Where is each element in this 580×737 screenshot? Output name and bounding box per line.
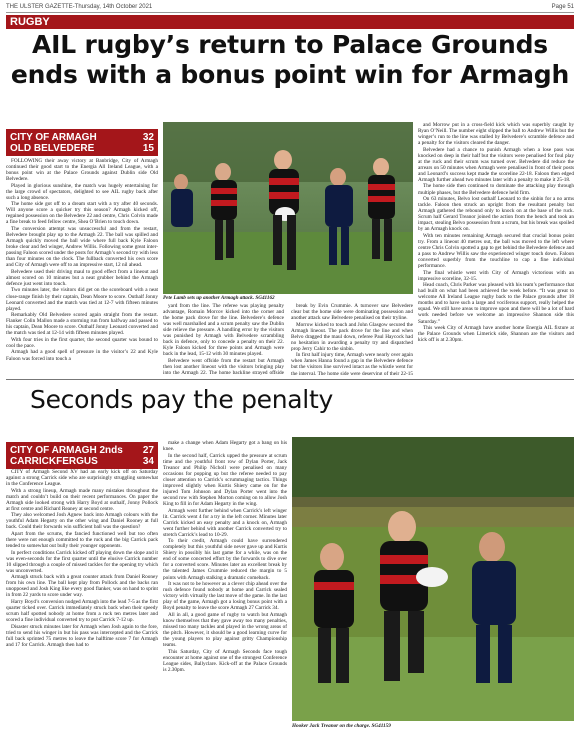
main-headline: AIL rugby’s return to Palace Grounds ends with a bonus point win for Armagh — [10, 30, 570, 89]
article-paragraph: In the second half, Carrick upped the pressure at scrum time and the youthful front row of Dylan Porter, Jack Treanor and Philip Nicholl were penalised on many occasions for popping up but the referee needed to pay closer attention to Carrick’s scrummaging tactics. Things improved slightly when Kurtis Shiery came on for the injured Tom Johnson and Dylan Porter went into the second row with Stephen Morton coming on to allow Josh King to fill in for Adam Hegarty in the wing. — [163, 452, 287, 507]
article-paragraph: Morrow kicked to touch and John Glasgow secured the Armagh lineout. The pack drove for the line and when Belvo dragged the maul down, referee Paul Haycock had no hesitation in awarding a penalty try and dispatched prop Jerry Cahir to the sinbin. — [291, 321, 413, 352]
article-paragraph: In first half injury time, Armagh were nearly over again when James Hanna found a gap in the Belvedere defence but the visitors line survived intact as the whistle went for the interval. The home side were deserving of their 22-15 — [291, 352, 413, 375]
article-paragraph: The home side then continued to dominate the attacking play through multiple phases, but the Belvedere defence held firm. — [418, 183, 574, 196]
article-paragraph: They also welcomed Josh Agnew back into Armagh colours with the youthful Adam Hegarty on the other wing and Daniel Rooney at full back. Could their forwards win sufficient ball was the question? — [6, 512, 158, 531]
photo-hooker-charge-image — [292, 437, 574, 721]
story2-headline: Seconds pay the penalty — [30, 385, 333, 414]
story1-column-1 — [6, 158, 158, 374]
article-paragraph: Remarkably Old Belvedere scored again straight from the restart. Flanker Colin Mallon made a storming run from halfway and passed to his captain, Dean Moore to score. Outhalf Jonny Leonard converted and the match was tied at 12-14 with fifteen minutes played. — [6, 312, 158, 337]
article-paragraph: In perfect conditions Carrick kicked off playing down the slope and it was even-seconds for the first quarter until the elusive Carrick number 10 slipped through a couple of missed tackles for the opening try which was unconverted. — [6, 549, 158, 574]
page-header — [6, 2, 574, 12]
article-paragraph: This week City of Armagh have another home Energia AIL fixture at the Palace Grounds when Limerick side, Shannon are the visitors and kick off is at 2.30pm. — [418, 325, 574, 344]
article-paragraph: This Saturday, City of Armagh Seconds face tough encounter at home against one of the strongest Conference League sides, Ballyclare. Kick-off at the Palace Grounds is 2.30pm. — [163, 648, 287, 673]
article-paragraph: FOLLOWING their away victory at Banbridge, City of Armagh continued their good start to the Energia All Ireland League, with a bonus point win at the Palace Grounds against Dublin side Old Belvedere. — [6, 158, 158, 183]
article-paragraph: Played in glorious sunshine, the match was hugely entertaining for the large crowd of spectators, delighted to see AIL rugby back after such a long absence. — [6, 182, 158, 201]
article-paragraph: With ten minutes remaining Armagh secured that crucial bonus point try. From a lineout 40 metres out, the ball was moved to the left where centre Chris Colvin spotted a gap to get behind the Belvedere defence and a pass to Andrew Willis saw the experienced winger touch down. Faloon converted superbly from the touchline to cap a fine individual performance. — [418, 232, 574, 270]
article-paragraph: Belvedere went offside from the restart but Armagh then lost another lineout with the visitors bringing play into the Armagh 22. The home backline strayed offside — [163, 357, 284, 375]
photo1-caption: Pete Lamb sets up another Armagh attack. SG41162 — [163, 295, 275, 301]
story1-column-2 — [163, 303, 284, 375]
article-paragraph: To their credit, Armagh could have surrendered completely but this youthful side never gave up and Kurtis Shiery in possibly his last game for a while, was on the end of some concerted effort by the forwards to dive over for a converted score. Minutes later an excellent break by the talented James Crummie reduced the margin to 5 points with Armagh stalking a dramatic comeback. — [163, 538, 287, 581]
scorebox-story1 — [6, 129, 158, 156]
section-label: RUGBY — [10, 16, 50, 28]
header-rule — [6, 12, 574, 13]
article-paragraph: make a change when Adam Hegarty got a bang on his knee. — [163, 440, 287, 453]
scorebox-story2 — [6, 442, 158, 469]
article-paragraph: Armagh struck back with a great counter attack from Daniel Rooney from his own line. The ball kept play from Pollock and the backs ran unopposed and Josh King like every good flanker, was on hand to sprint in from 22 yards to score under way. — [6, 574, 158, 599]
team2-score: 15 — [142, 143, 154, 154]
article-paragraph: CITY of Armagh Second XV had an early kick off on Saturday against a strong Carrick side who are surprisingly struggling somewhat in the Conference League. — [6, 469, 158, 488]
photo-rugby-attack-image — [163, 122, 413, 294]
article-paragraph: and Morrow put in a cross-field kick which was superbly caught by Ryan O’Neill. The number eight slipped the ball to Andrew Willis but the winger’s run to the line was stalled by Belvedere’s scramble defence and a penalty for the visitors cleared the danger. — [418, 122, 574, 147]
article-paragraph: It was not to be however as a clever chip ahead over the rush defence found nobody at home and Carrick sealed victory with virtually the last move of the game. In the last play of the game, Armagh got a losing bonus point with a Boyd penalty to leave the score Armagh 27 Carrick 34. — [163, 581, 287, 612]
team1-score: 32 — [142, 132, 154, 143]
article-paragraph: All in all, a good game of rugby to watch but Armagh know themselves that they gave away too many penalties, missed too many tackles and played in the wrong areas of the pitch. However, it should be a good learning curve for the young players to play against gritty Championship teams. — [163, 611, 287, 649]
article-paragraph: Belvedere used their driving maul to good effect from a lineout and almost scored on 10 minutes but a neat grubber behind the Armagh defence just went into touch. — [6, 268, 158, 287]
team1-name: CITY OF ARMAGH — [10, 132, 97, 143]
article-paragraph: Disaster struck minutes later for Armagh when Josh again to the fore, tried to send his winger in but his pass was intercepted and the Carrick full back sprinted 75 metres to leave the halftime score 7 for Armagh and 17 for Carrick. Armagh then had to — [6, 623, 158, 648]
section-bar — [6, 15, 574, 29]
photo2-caption: Hooker Jack Treanor on the charge. SG41159 — [292, 723, 391, 729]
article-paragraph: With four tries in the first quarter, the second quarter was bound to cool the pace. — [6, 336, 158, 349]
story-divider — [6, 379, 574, 380]
article-paragraph: The conversion attempt was unsuccessful and from the restart, Belvedere brought play up to the Armagh 22. The ball was spilled and Armagh quickly moved the ball wide where full back Kyle Faloon broke clear and fed winger, Andrew Willis. Following some great inter-passing Faloon scored under the posts for Armagh’s second try with less than four minutes on the clock. The fullback converted his own score and City of Armagh were off to an impressive start, 12 nil ahead. — [6, 226, 158, 269]
page-number: Page 51 — [551, 4, 574, 10]
article-paragraph: Harry Boyd’s conversion nudged Armagh into the lead 7-5 as the first quarter ticked over. Carrick immediately struck back when their speedy scrum half spotted nobody at home from a ruck ten metres later and scored a fine individual converted try to put Carrick 7-12 up. — [6, 598, 158, 624]
photo-rugby-attack — [163, 122, 413, 294]
article-paragraph: break by Evin Crummie. A turnover saw Belvedere clear but the home side were dominating possession and another attack saw Belvedere penalised on their tryline. — [291, 303, 413, 322]
team1-name: CITY OF ARMAGH 2nds — [10, 445, 123, 456]
article-paragraph: The home side got off to a dream start with a try after 40 seconds. Will anyone score a quicker try this season? Armagh kicked off, regained possession on the Belvedere 22 and centre, Chris Colvin made a fine break to feed fellow centre, Shea O’Brien to touch down. — [6, 201, 158, 226]
paper-name: THE ULSTER GAZETTE-Thursday, 14th October 2021 — [6, 4, 153, 10]
photo-hooker-charge — [292, 437, 574, 721]
team1-score: 27 — [142, 445, 154, 456]
article-paragraph: Armagh had a good spell of pressure in the visitor’s 22 and Kyle Faloon was forced into touch a — [6, 349, 158, 362]
article-paragraph: Head coach, Chris Parker was pleased with his team’s performance that had built on what had been achieved the week before. “It was great to welcome All Ireland League rugby back to the Palace grounds after 18 months and to have such a large and vociferous support, really helped the squad. We still have areas to improve upon and there will be a lot of hard work needed before we welcome an impressive Shannon side this Saturday.” — [418, 282, 574, 325]
story2-column-2 — [163, 440, 287, 732]
article-paragraph: On 63 minutes, Belvo lost outhalf Leonard to the sinbin for a no arms tackle. Faloon then struck an upright from the resultant penalty but Armagh gathered the rebound only to knock on at the base of the ruck. Scrum half Gerard Treanor joined the action from the bench and took an impact, stealing Belvo possession from a scrum, but his break was spoiled by an Armagh knock on. — [418, 196, 574, 233]
article-paragraph: The final whistle went with City of Armagh victorious with an impressive scoreline, 32-15. — [418, 269, 574, 282]
article-paragraph: Two minutes later, the visitors did get on the scoreboard with a neat close-range finish by their captain, Dean Moore to score. Outhalf Jonny Leonard converted and the match was tied at 12-7 with fifteen minutes played. — [6, 287, 158, 312]
article-paragraph: With a strong lineup, Armagh made many mistakes throughout the match and couldn’t build on their recent performances. On paper the Armagh side looked strong with Harry Boyd at outhalf, Jonny Pollock at first centre and Richard Reaney at second centre. — [6, 487, 158, 512]
team2-name: OLD BELVEDERE — [10, 143, 95, 154]
story1-column-4 — [418, 122, 574, 376]
story2-column-1 — [6, 469, 158, 731]
article-paragraph: Armagh went further behind when Carrick’s left winger lit. Carrick went 4 for a try in the left corner. Minutes later Carrick kicked an easy penalty and a knock on, Armagh went further behind with another Carrick converted try to stretch Carrick’s lead to 10-29. — [163, 507, 287, 538]
story1-column-3 — [291, 303, 413, 375]
article-paragraph: Apart from the scrums, the fancied functioned well but too often there were not enough committed to the ruck and the big Carrick pack tended to somewhat out bully their younger opponents. — [6, 530, 158, 550]
team2-name: CARRICKFERGUS — [10, 456, 98, 467]
article-paragraph: yard from the line. The referee was playing penalty advantage, Romain Morcov kicked into the corner and the home pack drove for the line. Belvedere’s defence was well marshalled and a scrum penalty saw the Dublin side relieve the pressure. A handling error by the visitors was punished by Armagh with Belvedere scrambling back in defence, only to concede a penalty on their 22. Kyle Faloon kicked for three points and Armagh were back in the lead, 15-12 with 30 minutes played. — [163, 303, 284, 358]
article-paragraph: Belvedere had a chance to punish Armagh when a lose pass was knocked on deep in their half but the visitors were penalised for foul play at the ruck and their scrum was turned over. Belvedere did reduce the arrears on 50 minutes when Armagh were penalised in front of their posts and Leonard’s success kept made the scoreline 22-18. Faloon then edged Armagh further ahead two minutes later with a penalty to make it 25-18. — [418, 146, 574, 183]
team2-score: 34 — [142, 456, 154, 467]
